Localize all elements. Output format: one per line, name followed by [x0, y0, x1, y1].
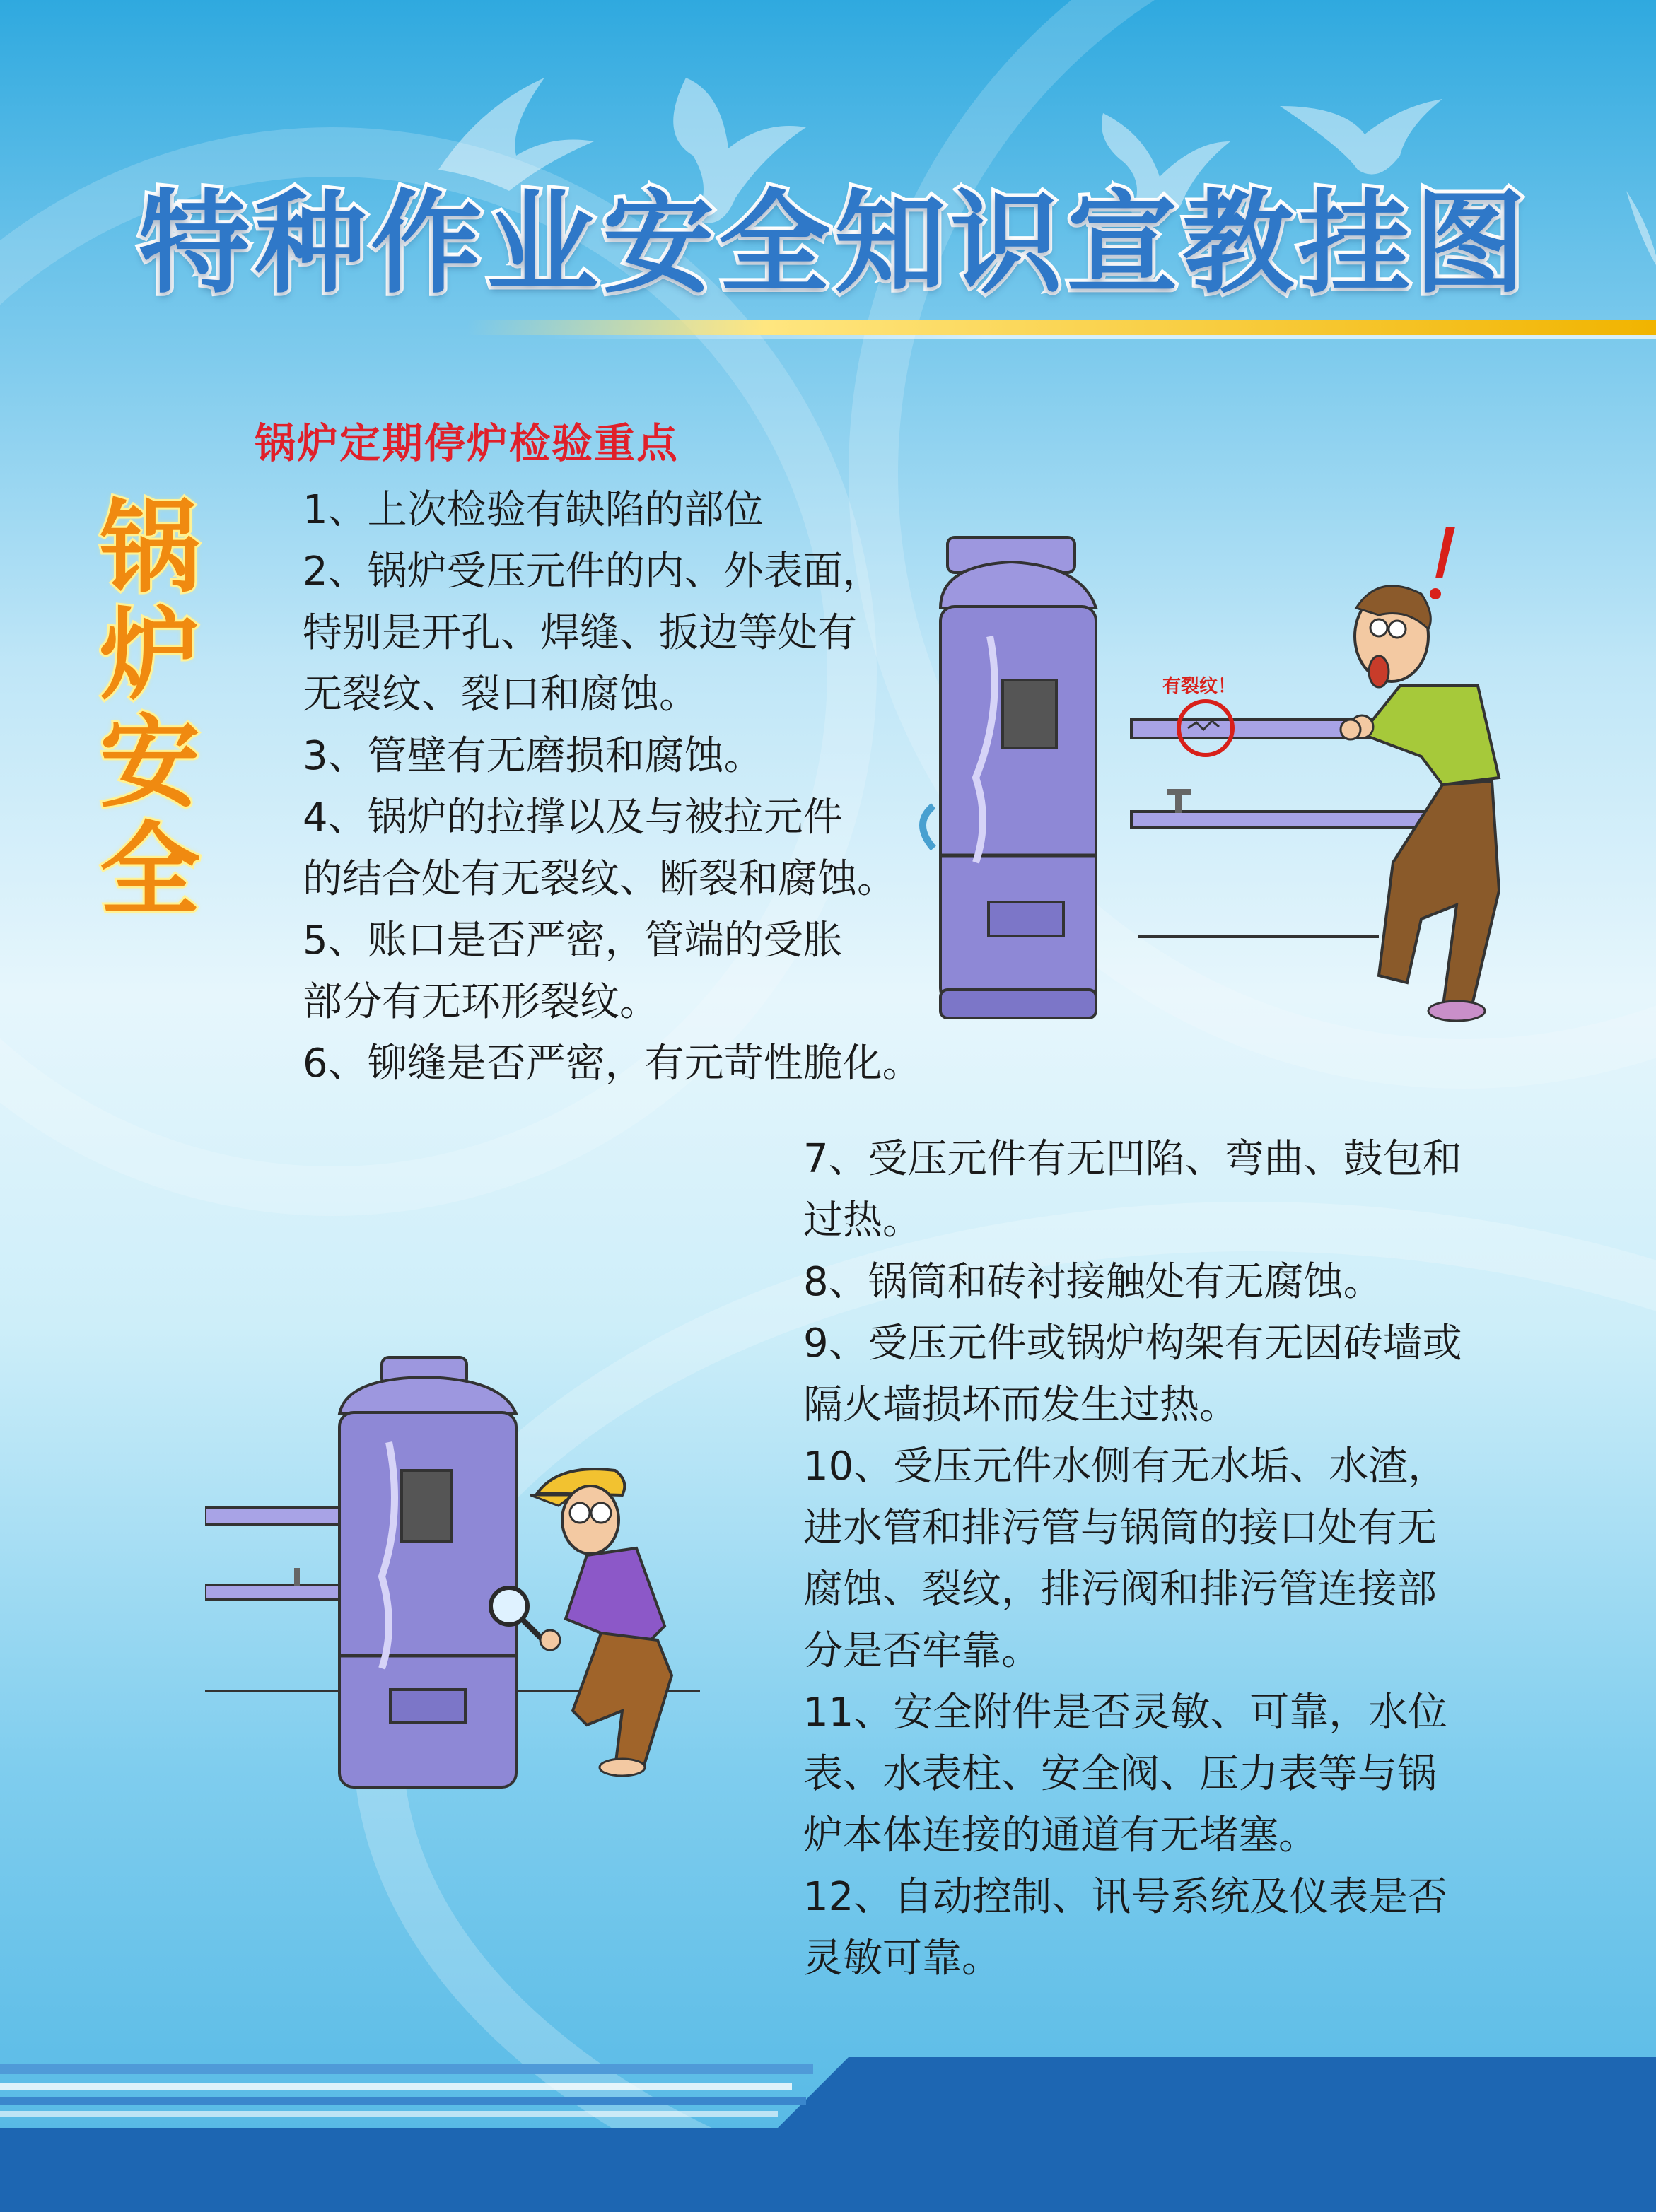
- inspection-list-left: [303, 479, 960, 1094]
- boiler-inspection-illustration: [205, 1343, 728, 1824]
- list-item: 8、锅筒和砖衬接触处有无腐蚀。: [803, 1259, 1383, 1305]
- side-heading-char: 炉: [100, 597, 200, 714]
- exclamation-icon: [1435, 527, 1455, 578]
- list-item: 5、账口是否严密，管端的受胀 部分有无环形裂纹。: [303, 918, 843, 1025]
- list-item: 12、自动控制、讯号系统及仪表是否 灵敏可靠。: [803, 1874, 1448, 1982]
- list-item: 7、受压元件有无凹陷、弯曲、鼓包和 过热。: [803, 1136, 1462, 1243]
- side-heading-char: 锅: [100, 490, 200, 607]
- side-heading-char: 安: [100, 705, 200, 821]
- list-item: 1、上次检验有缺陷的部位: [303, 487, 764, 533]
- side-heading: [93, 490, 206, 929]
- footer-band: [0, 2050, 1656, 2212]
- list-item: 2、锅炉受压元件的内、外表面， 特别是开孔、焊缝、扳边等处有 无裂纹、裂口和腐蚀。: [303, 549, 882, 718]
- section-title: 锅炉定期停炉检验重点: [255, 419, 680, 467]
- list-item: 10、受压元件水侧有无水垢、水渣， 进水管和排污管与锅筒的接口处有无 腐蚀、裂纹，排污阀和排污管连接部 分是否牢靠。: [803, 1444, 1448, 1674]
- list-item: 9、受压元件或锅炉构架有无因砖墙或 隔火墙损坏而发生过热。: [803, 1321, 1462, 1428]
- crack-label: 有裂纹！: [1162, 676, 1237, 697]
- list-item: 11、安全附件是否灵敏、可靠，水位 表、水表柱、安全阀、压力表等与锅 炉本体连接的通道有无堵塞。: [803, 1690, 1448, 1859]
- title-underline: [467, 320, 1656, 335]
- boiler-crack-illustration: [884, 523, 1520, 1032]
- poster-title: 特种作业安全知识宣教挂图: [139, 179, 1530, 309]
- title-underline-highlight: [537, 335, 1656, 339]
- side-heading-char: 全: [100, 812, 200, 929]
- list-item: 4、锅炉的拉撑以及与被拉元件 的结合处有无裂纹、断裂和腐蚀。: [303, 795, 897, 902]
- list-item: 3、管壁有无磨损和腐蚀。: [303, 733, 764, 779]
- list-item: 6、铆缝是否严密，有元苛性脆化。: [303, 1041, 922, 1087]
- inspection-list-right: [803, 1128, 1510, 1989]
